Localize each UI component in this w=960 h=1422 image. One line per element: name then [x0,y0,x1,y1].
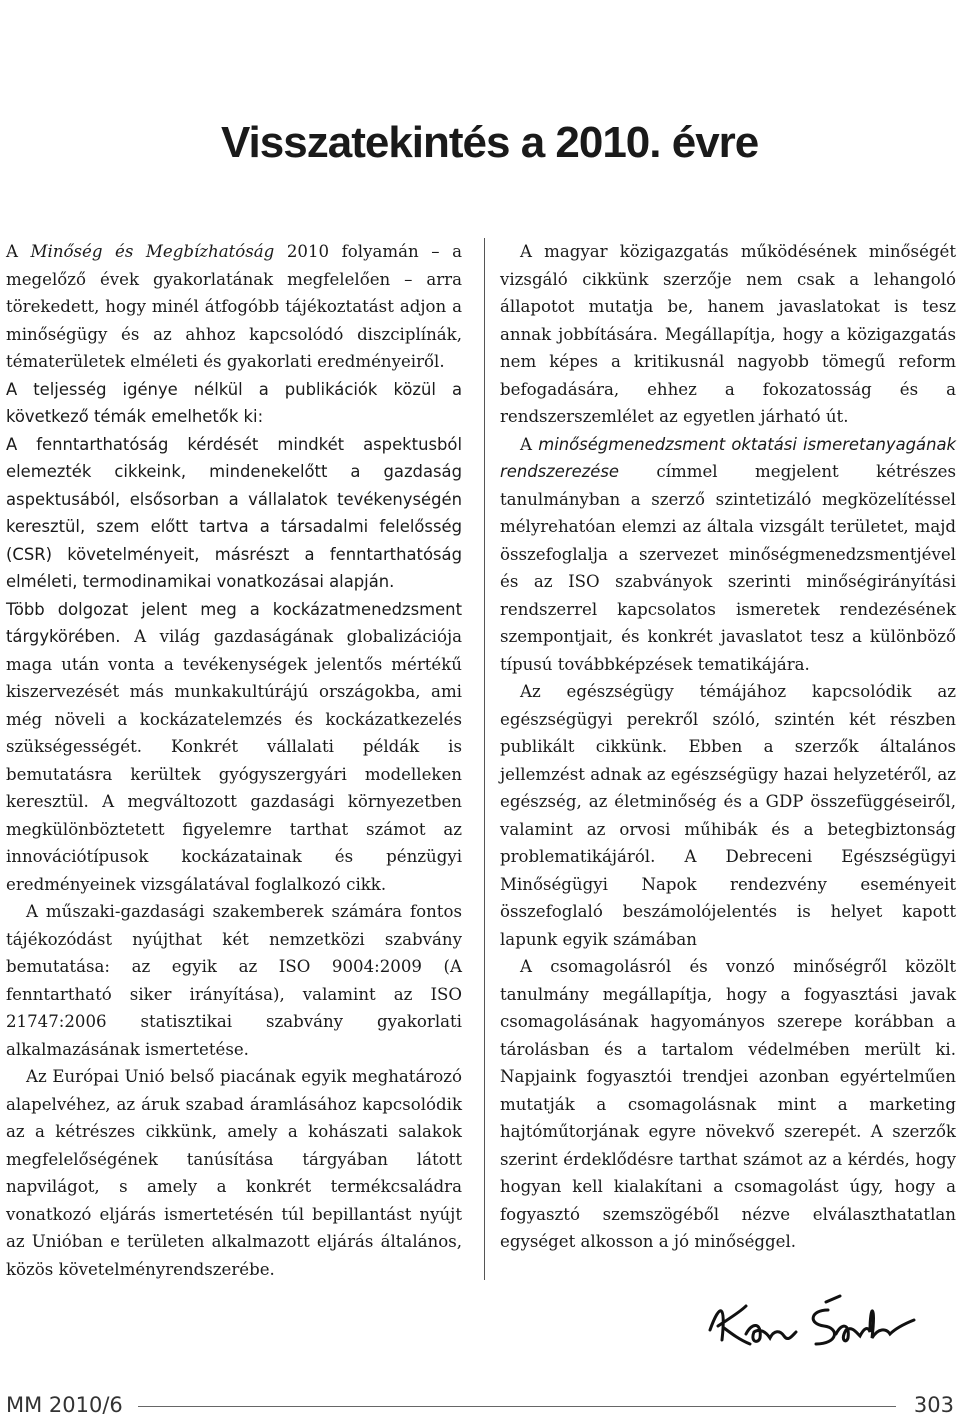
journal-issue: MM 2010/6 [6,1393,123,1417]
paragraph: A fenntarthatóság kérdését mindkét aspektusból elemezték cikkeink, mindenekelőtt a gazdaság aspektusából, elsősorban a vállalatok tevékenységén keresztül, szem előtt tartva a társadalmi felelősség (CSR) követelményeit, másrészt a fenntarthatóság elméleti, termodinamikai vonatkozásai alapján. [6,434,462,591]
page-footer [0,1393,960,1421]
handwritten-signature [700,1282,930,1372]
paragraph: A magyar közigazgatás működésének minőségét vizsgáló cikkünk szerzője nem csak a lehangoló állapotot mutatja be, hanem javaslatokat is tesz annak jobbítására. Megállapítja, hogy a közigazgatás nem képes a kritikusnál nagyobb tömegű reform befogadására, ehhez a fokozatosság és a rendszerszemlélet az egyetlen járható út. [500,242,956,426]
paragraph: A csomagolásról és vonzó minőségről közölt tanulmány megállapítja, hogy a fogyasztási javak csomagolásának hagyományos szerepe korábban a tárolásban és a tartalom védelmében merült ki. Napjaink fogyasztói trendjei azonban egyértelműen mutatják a csomagolásnak mint a marketing hajtóműtorjának egyre növekvő szerepét. A szerzők szerint érdeklődésre tarthat számot az a kérdés, hogy hogyan kell kialakítani a csomagolást úgy, hogy a fogyasztó szemszögéből nézve elválaszthatatlan egységet alkosson a jó minőséggel. [500,957,956,1251]
paragraph: A Minőség és Megbízhatóság 2010 folyamán – a megelőző évek gyakorlatának megfelelően – arra törekedett, hogy minél átfogóbb tájékoztatást adjon a minőségügy és az ahhoz kapcsolódó diszciplínák, tématerületek elméleti és gyakorlati eredményeiről. [6,242,462,371]
right-column [500,238,956,1256]
paragraph: Az egészségügy témájához kapcsolódik az egészségügyi perekről szóló, szintén két részben publikált cikkünk. Ebben a szerzők általános jellemzést adnak az egészségügy hazai helyzetéről, az egészség, az életminőség és a GDP összefüggéseiről, valamint az orvosi műhibák és a betegbiztonság problematikájáról. A Debreceni Egészségügyi Minőségügyi Napok rendezvény eseményeit összefoglaló beszámolójelentés is helyet kapott lapunk egyik számában [500,682,956,949]
left-column [6,238,462,1283]
journal-name: Minőség és Megbízhatóság [30,242,275,261]
paragraph: A minőségmenedzsment oktatási ismeretanyagának rendszerezése címmel megjelent kétrészes tanulmányban a szerző szintetizáló megközelítéssel mélyrehatóan elemzi az általa vizsgált területet, majd összefoglalja a szervezet minőségmenedzsmentjével és az ISO szabványok szerinti minőségirányítási rendszerrel kapcsolatos ismeretek rendezésének szempontjait, és konkrét javaslatot tesz a különböző típusú továbbképzések tematikájára. [500,434,956,674]
paragraph: A teljesség igénye nélkül a publikációk közül a következő témák emelhetők ki: [6,379,462,426]
paragraph: Több dolgozat jelent meg a kockázatmenedzsment tárgykörében. A világ gazdaságának globalizációja maga után vonta a tevékenységek jelentős mértékű kiszervezését más munkakultúrájú országokba, ami még növeli a kockázatelemzés és kockázatkezelés szükségességét. Konkrét vállalati példák is bemutatásra kerültek gyógyszergyári modelleken keresztül. A megváltozott gazdasági környezetben megkülönböztetett figyelemre tarthat számot az innovációtípusok kockázatainak és pénzügyi eredményeinek vizsgálatával foglalkozó cikk. [6,599,462,894]
article-title: minőségmenedzsment oktatási ismeretanyagának rendszerezése [500,434,956,481]
page-number: 303 [913,1393,954,1417]
page-title: Visszatekintés a 2010. évre [221,118,759,167]
column-divider [484,238,485,1280]
paragraph: A műszaki-gazdasági szakemberek számára fontos tájékozódást nyújthat két nemzetközi szabvány bemutatása: az egyik az ISO 9004:2009 (A fenntartható siker irányítása), valamint az ISO 21747:2006 statisztikai szabvány gyakorlati alkalmazásának ismertetése. [6,902,462,1059]
paragraph: Az Európai Unió belső piacának egyik meghatározó alapelvéhez, az áruk szabad áramlásához kapcsolódik az a kétrészes cikkünk, amely a kohászati salakok megfelelőségének tanúsítása tárgyában látott napvilágot, s amely a konkrét termékcsaládra vonatkozó eljárás ismertetésén túl bepillantást nyújt az Unióban e területen alkalmazott eljárás általános, közös követelményrendszerébe. [6,1067,462,1279]
footer-rule [138,1406,896,1407]
